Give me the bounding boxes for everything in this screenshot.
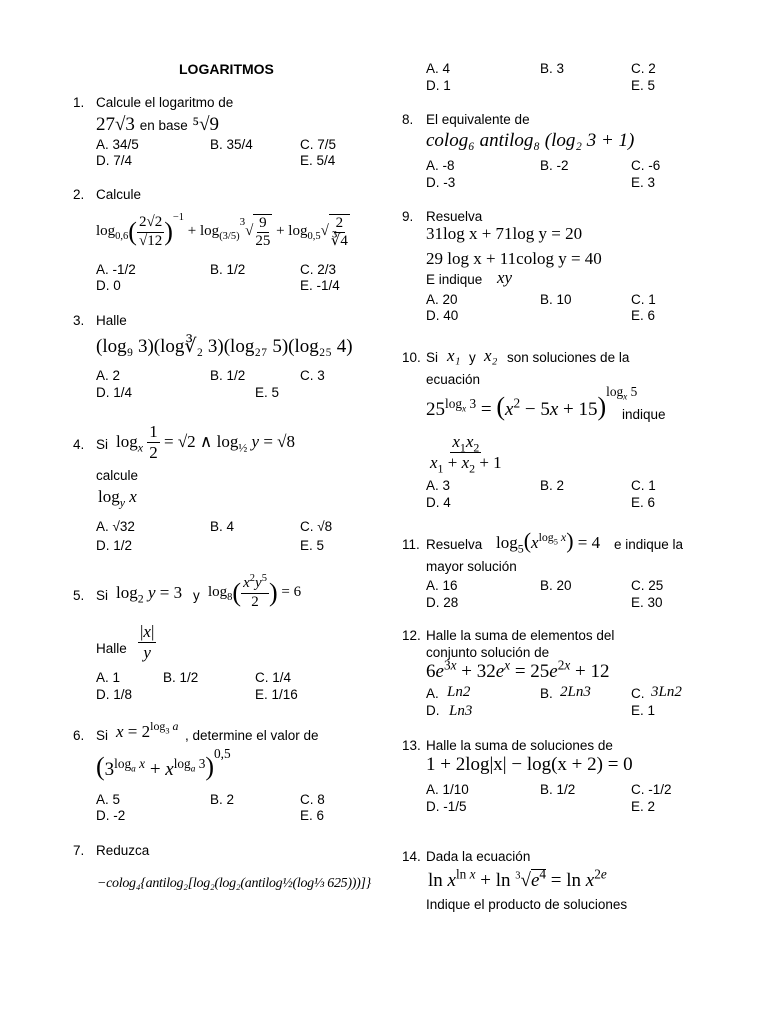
problem-5-option-a: A. 1: [96, 670, 121, 685]
problem-1-en-base: en base: [139, 118, 188, 133]
problem-4-prompt: Si: [96, 437, 109, 452]
problem-13-option-a: A. 1/10: [426, 782, 469, 797]
problem-10-indique: indique: [622, 407, 666, 422]
problem-10-option-b: B. 2: [540, 478, 565, 493]
problem-11-option-c: C. 25: [631, 578, 664, 593]
problem-10-x2: x₂: [484, 346, 498, 365]
problem-9-prompt: Resuelva: [426, 209, 483, 224]
problem-11-number: 11.: [402, 537, 420, 552]
problem-7-expression: −colog₄{antilog₂[log₂(log₂(antilog½(log⅓ 625)))]}: [97, 876, 371, 891]
problem-10-ecuacion: ecuación: [426, 372, 481, 387]
problem-9-target: xy: [497, 268, 513, 287]
problem-4-number: 4.: [73, 437, 85, 452]
problem-1-option-e: E. 5/4: [300, 153, 336, 168]
problem-7-prompt: Reduzca: [96, 843, 150, 858]
problem-6-option-e: E. 6: [300, 808, 325, 823]
problem-1-option-d: D. 7/4: [96, 153, 133, 168]
problem-7-option-d: D. 1: [426, 78, 451, 93]
problem-7-option-b: B. 3: [540, 61, 565, 76]
problem-10-y: y: [469, 350, 476, 365]
problem-1-prompt: Calcule el logaritmo de: [96, 95, 234, 110]
problem-8-option-a: A. -8: [426, 158, 455, 173]
problem-4-option-b: B. 4: [210, 519, 235, 534]
problem-4-option-d: D. 1/2: [96, 538, 133, 553]
problem-5-option-c: C. 1/4: [255, 670, 292, 685]
problem-9-equation-1: 31log x + 71log y = 20: [426, 224, 583, 243]
problem-3-expression: (log₉ 3)(log∛₂ 3)(log₂₇ 5)(log₂₅ 4): [96, 336, 353, 357]
problem-5-option-b: B. 1/2: [163, 670, 199, 685]
problem-11-equation: $\log_5(x^{log_5 x}) = 4$: [496, 528, 601, 556]
problem-12-option-c-letter: C.: [631, 686, 645, 701]
problem-9-equation-2: 29 log x + 11colog y = 40: [426, 249, 602, 268]
problem-2-option-d: D. 0: [96, 278, 121, 293]
problem-10-equation: $25^{log_x 3} = (x^2 - 5x + 15)^{log_x 5}$: [426, 383, 638, 421]
problem-1-option-c: C. 7/5: [300, 137, 337, 152]
problem-2-expression: $\log_{0,6}$ ( $\frac{2√2}{√12}$ ) $^{-1}$ + $\log_{(3/5)}$ 3 √ $\frac{9}{25}$ + $\log_{0,5}$ √ $\frac{2}{∛4}$: [96, 212, 348, 249]
problem-9-option-d: D. 40: [426, 308, 459, 323]
problem-12-number: 12.: [402, 628, 421, 643]
problem-7-option-c: C. 2: [631, 61, 656, 76]
problem-7-option-a: A. 4: [426, 61, 451, 76]
problem-14-prompt: Dada la ecuación: [426, 849, 531, 864]
problem-5-y: y: [193, 588, 200, 603]
problem-1-number: 1.: [73, 95, 85, 110]
problem-3-option-a: A. 2: [96, 368, 121, 383]
problem-13-option-b: B. 1/2: [540, 782, 576, 797]
problem-14-equation: $\ln x^{ln x} + \ln ^3√e^4 = \ln x^{2e}$: [428, 866, 607, 891]
problem-4-option-c: C. √8: [300, 519, 333, 534]
problem-6-expression: $(3^{log_a x} + x^{log_a 3})^{0,5}$: [96, 745, 231, 781]
problem-12-prompt: Halle la suma de elementos del: [426, 628, 615, 643]
problem-11-option-e: E. 30: [631, 595, 663, 610]
problem-6-option-b: B. 2: [210, 792, 235, 807]
problem-12-option-d-letter: D.: [426, 703, 440, 718]
problem-10-prompt: Si: [426, 350, 439, 365]
problem-8-option-e: E. 3: [631, 175, 656, 190]
problem-9-option-c: C. 1: [631, 292, 656, 307]
problem-8-option-d: D. -3: [426, 175, 456, 190]
problem-12-option-a-letter: A.: [426, 686, 439, 701]
problem-5-given: $\log_2 y = 3$: [116, 583, 183, 606]
problem-6-option-c: C. 8: [300, 792, 325, 807]
problem-13-option-d: D. -1/5: [426, 799, 467, 814]
problem-6-option-a: A. 5: [96, 792, 121, 807]
problem-13-equation: 1 + 2log|x| − log(x + 2) = 0: [426, 754, 633, 775]
problem-6-option-d: D. -2: [96, 808, 126, 823]
problem-11-option-a: A. 16: [426, 578, 458, 593]
problem-13-prompt: Halle la suma de soluciones de: [426, 738, 613, 753]
problem-10-option-a: A. 3: [426, 478, 451, 493]
problem-12-option-b-value: 2Ln3: [560, 684, 591, 700]
problem-9-option-a: A. 20: [426, 292, 458, 307]
problem-2-prompt: Calcule: [96, 187, 142, 202]
problem-2-option-a: A. -1/2: [96, 262, 136, 277]
problem-11-mayor: mayor solución: [426, 559, 517, 574]
problem-13-option-c: C. -1/2: [631, 782, 672, 797]
problem-11-option-b: B. 20: [540, 578, 572, 593]
problem-12-equation: $6e^{3x} + 32e^x = 25e^{2x} + 12$: [426, 657, 610, 682]
problem-12-conjunto: conjunto solución de: [426, 645, 550, 660]
problem-2-option-b: B. 1/2: [210, 262, 246, 277]
problem-8-option-c: C. -6: [631, 158, 661, 173]
problem-10-option-c: C. 1: [631, 478, 656, 493]
problem-2-option-e: E. -1/4: [300, 278, 340, 293]
problem-14-number: 14.: [402, 849, 421, 864]
problem-4-option-a: A. √32: [96, 519, 135, 534]
problem-6-prompt: Si: [96, 728, 109, 743]
problem-4-expression: $\log_x$ $\frac{1}{2}$ = √2 ∧ $\log_{\frac{1}{2}} y = √8$: [116, 421, 295, 462]
problem-12-option-a-value: Ln2: [447, 684, 471, 700]
problem-6-tail: , determine el valor de: [185, 728, 319, 743]
problem-1-option-a: A. 34/5: [96, 137, 139, 152]
problem-8-prompt: El equivalente de: [426, 112, 530, 127]
problem-4-option-e: E. 5: [300, 538, 325, 553]
problem-4-target: $\log_y x$: [98, 487, 137, 510]
problem-4-calcule: calcule: [96, 468, 139, 483]
problem-10-x1: x₁: [447, 346, 461, 365]
problem-5-halle: Halle: [96, 641, 127, 656]
problem-11-option-d: D. 28: [426, 595, 459, 610]
problem-9-option-b: B. 10: [540, 292, 572, 307]
problem-5-target: $\frac{|x|}{y}$: [140, 622, 155, 662]
problem-7-option-e: E. 5: [631, 78, 656, 93]
problem-10-number: 10.: [402, 350, 421, 365]
problem-3-prompt: Halle: [96, 313, 127, 328]
problem-5-given-2: $\log_8$ ( $\frac{x^2y^5}{2}$ ) = 6: [208, 573, 302, 610]
problem-5-option-d: D. 1/8: [96, 687, 133, 702]
problem-6-given: $x = 2^{log_3 a}$: [116, 719, 179, 741]
problem-8-number: 8.: [402, 112, 414, 127]
problem-7-number: 7.: [73, 843, 85, 858]
problem-5-prompt: Si: [96, 588, 109, 603]
problem-3-option-d: D. 1/4: [96, 385, 133, 400]
problem-8-expression: colog₆ antilog₈ (log₂ 3 + 1): [426, 130, 635, 151]
problem-11-tail: e indique la: [614, 537, 684, 552]
problem-12-option-c-value: 3Ln2: [651, 684, 682, 700]
problem-13-number: 13.: [402, 738, 421, 753]
problem-10-option-e: E. 6: [631, 495, 656, 510]
problem-13-option-e: E. 2: [631, 799, 656, 814]
problem-1-expression: [96, 114, 219, 136]
problem-10-option-d: D. 4: [426, 495, 451, 510]
problem-10-tail: son soluciones de la: [507, 350, 630, 365]
problem-12-option-d-value: Ln3: [449, 703, 473, 719]
problem-14-instruction: Indique el producto de soluciones: [426, 897, 628, 912]
page-title: LOGARITMOS: [179, 61, 274, 77]
problem-3-option-b: B. 1/2: [210, 368, 246, 383]
problem-1-base-expr: ⁵√9: [192, 114, 220, 135]
problem-9-number: 9.: [402, 209, 414, 224]
problem-2-option-c: C. 2/3: [300, 262, 337, 277]
problem-5-option-e: E. 1/16: [255, 687, 298, 702]
problem-12-option-e: E. 1: [631, 703, 656, 718]
problem-8-option-b: B. -2: [540, 158, 569, 173]
problem-2-number: 2.: [73, 187, 85, 202]
problem-3-number: 3.: [73, 313, 85, 328]
problem-1-number-expr: 27√3: [96, 114, 135, 135]
problem-5-number: 5.: [73, 588, 85, 603]
problem-10-target: $\frac{x_1x_2}{x_1 + x_2 + 1}$: [430, 432, 502, 475]
problem-6-number: 6.: [73, 728, 85, 743]
problem-1-option-b: B. 35/4: [210, 137, 253, 152]
problem-9-option-e: E. 6: [631, 308, 656, 323]
problem-3-option-c: C. 3: [300, 368, 325, 383]
problem-11-prompt: Resuelva: [426, 537, 483, 552]
problem-9-indique: E indique: [426, 272, 483, 287]
problem-12-option-b-letter: B.: [540, 686, 553, 701]
problem-3-option-e: E. 5: [255, 385, 280, 400]
